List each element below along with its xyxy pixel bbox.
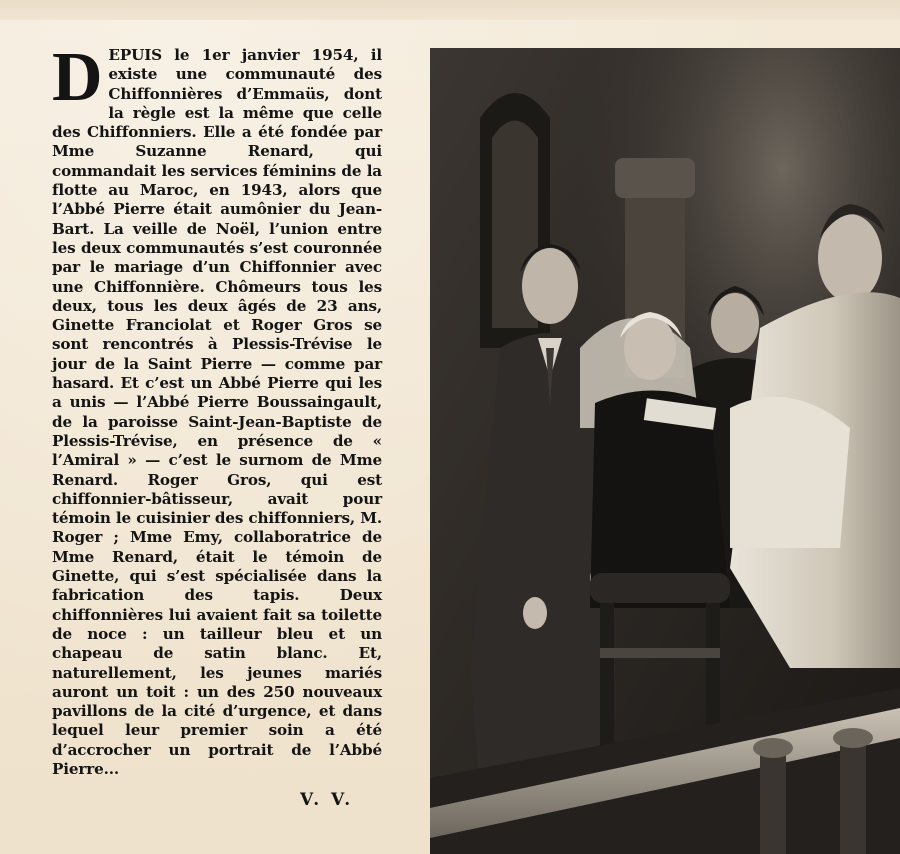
article-body-1: le 1er janvier 1954, il existe une communauté des Chiffonnières d’Emmaüs, dont la règle est la même que celle des Chiffonniers. Elle a été fondée par Mme Suzanne Renard, qui commandait les services féminins de la flotte au Maroc, en 1943, alors que l’Abbé Pierre était aumônier du	[52, 46, 382, 219]
drop-cap: D	[52, 39, 103, 116]
photo-illustration	[430, 48, 900, 854]
author-signature: V. V.	[300, 790, 354, 810]
lead-word: EPUIS	[108, 46, 162, 64]
article-body-2: . La veille de Noël, l’union entre les deux communautés s’est couronnée par le mariage d’un Chiffonnier avec une Chiffonnière. Chômeurs tous les deux, tous les deux âgés de 23 ans, Ginette Franciolat et Roger Gros se sont rencontrés à Plessis-Trévise le jour de la Saint Pierre — comme par hasard. Et c’est un Abbé Pierre qui les a unis — l’Abbé Pierre Boussaingault, de la paroisse Saint-Jean-Baptiste de Plessis-Trévise, en présence de « l’Amiral » — c’est le surnom de Mme Renard. Roger Gros, qui est chiffonnier-bâtisseur, avait pour témoin le cuisinier des chiffonniers, M. Roger ; Mme Emy, collaboratrice de Mme Renard, était le témoin de Ginette, qui s’est spécialisée dans la fabrication des tapis. Deux chiffonnières lui avaient fait sa toilette de noce : un tailleur bleu et un chapeau de satin blanc. Et, naturellement, les jeunes mariés auront un toit : un des 250 nouveaux pavillons de la cité d’urgence, et dans lequel leur premier soin a été d’accrocher un portrait de l’Abbé Pierre...	[52, 219, 382, 778]
article-text	[52, 39, 382, 779]
ship-name: Jean-Bart	[52, 200, 382, 238]
article-column	[52, 39, 382, 779]
paper-fold	[0, 0, 900, 20]
wedding-photo	[430, 48, 900, 854]
